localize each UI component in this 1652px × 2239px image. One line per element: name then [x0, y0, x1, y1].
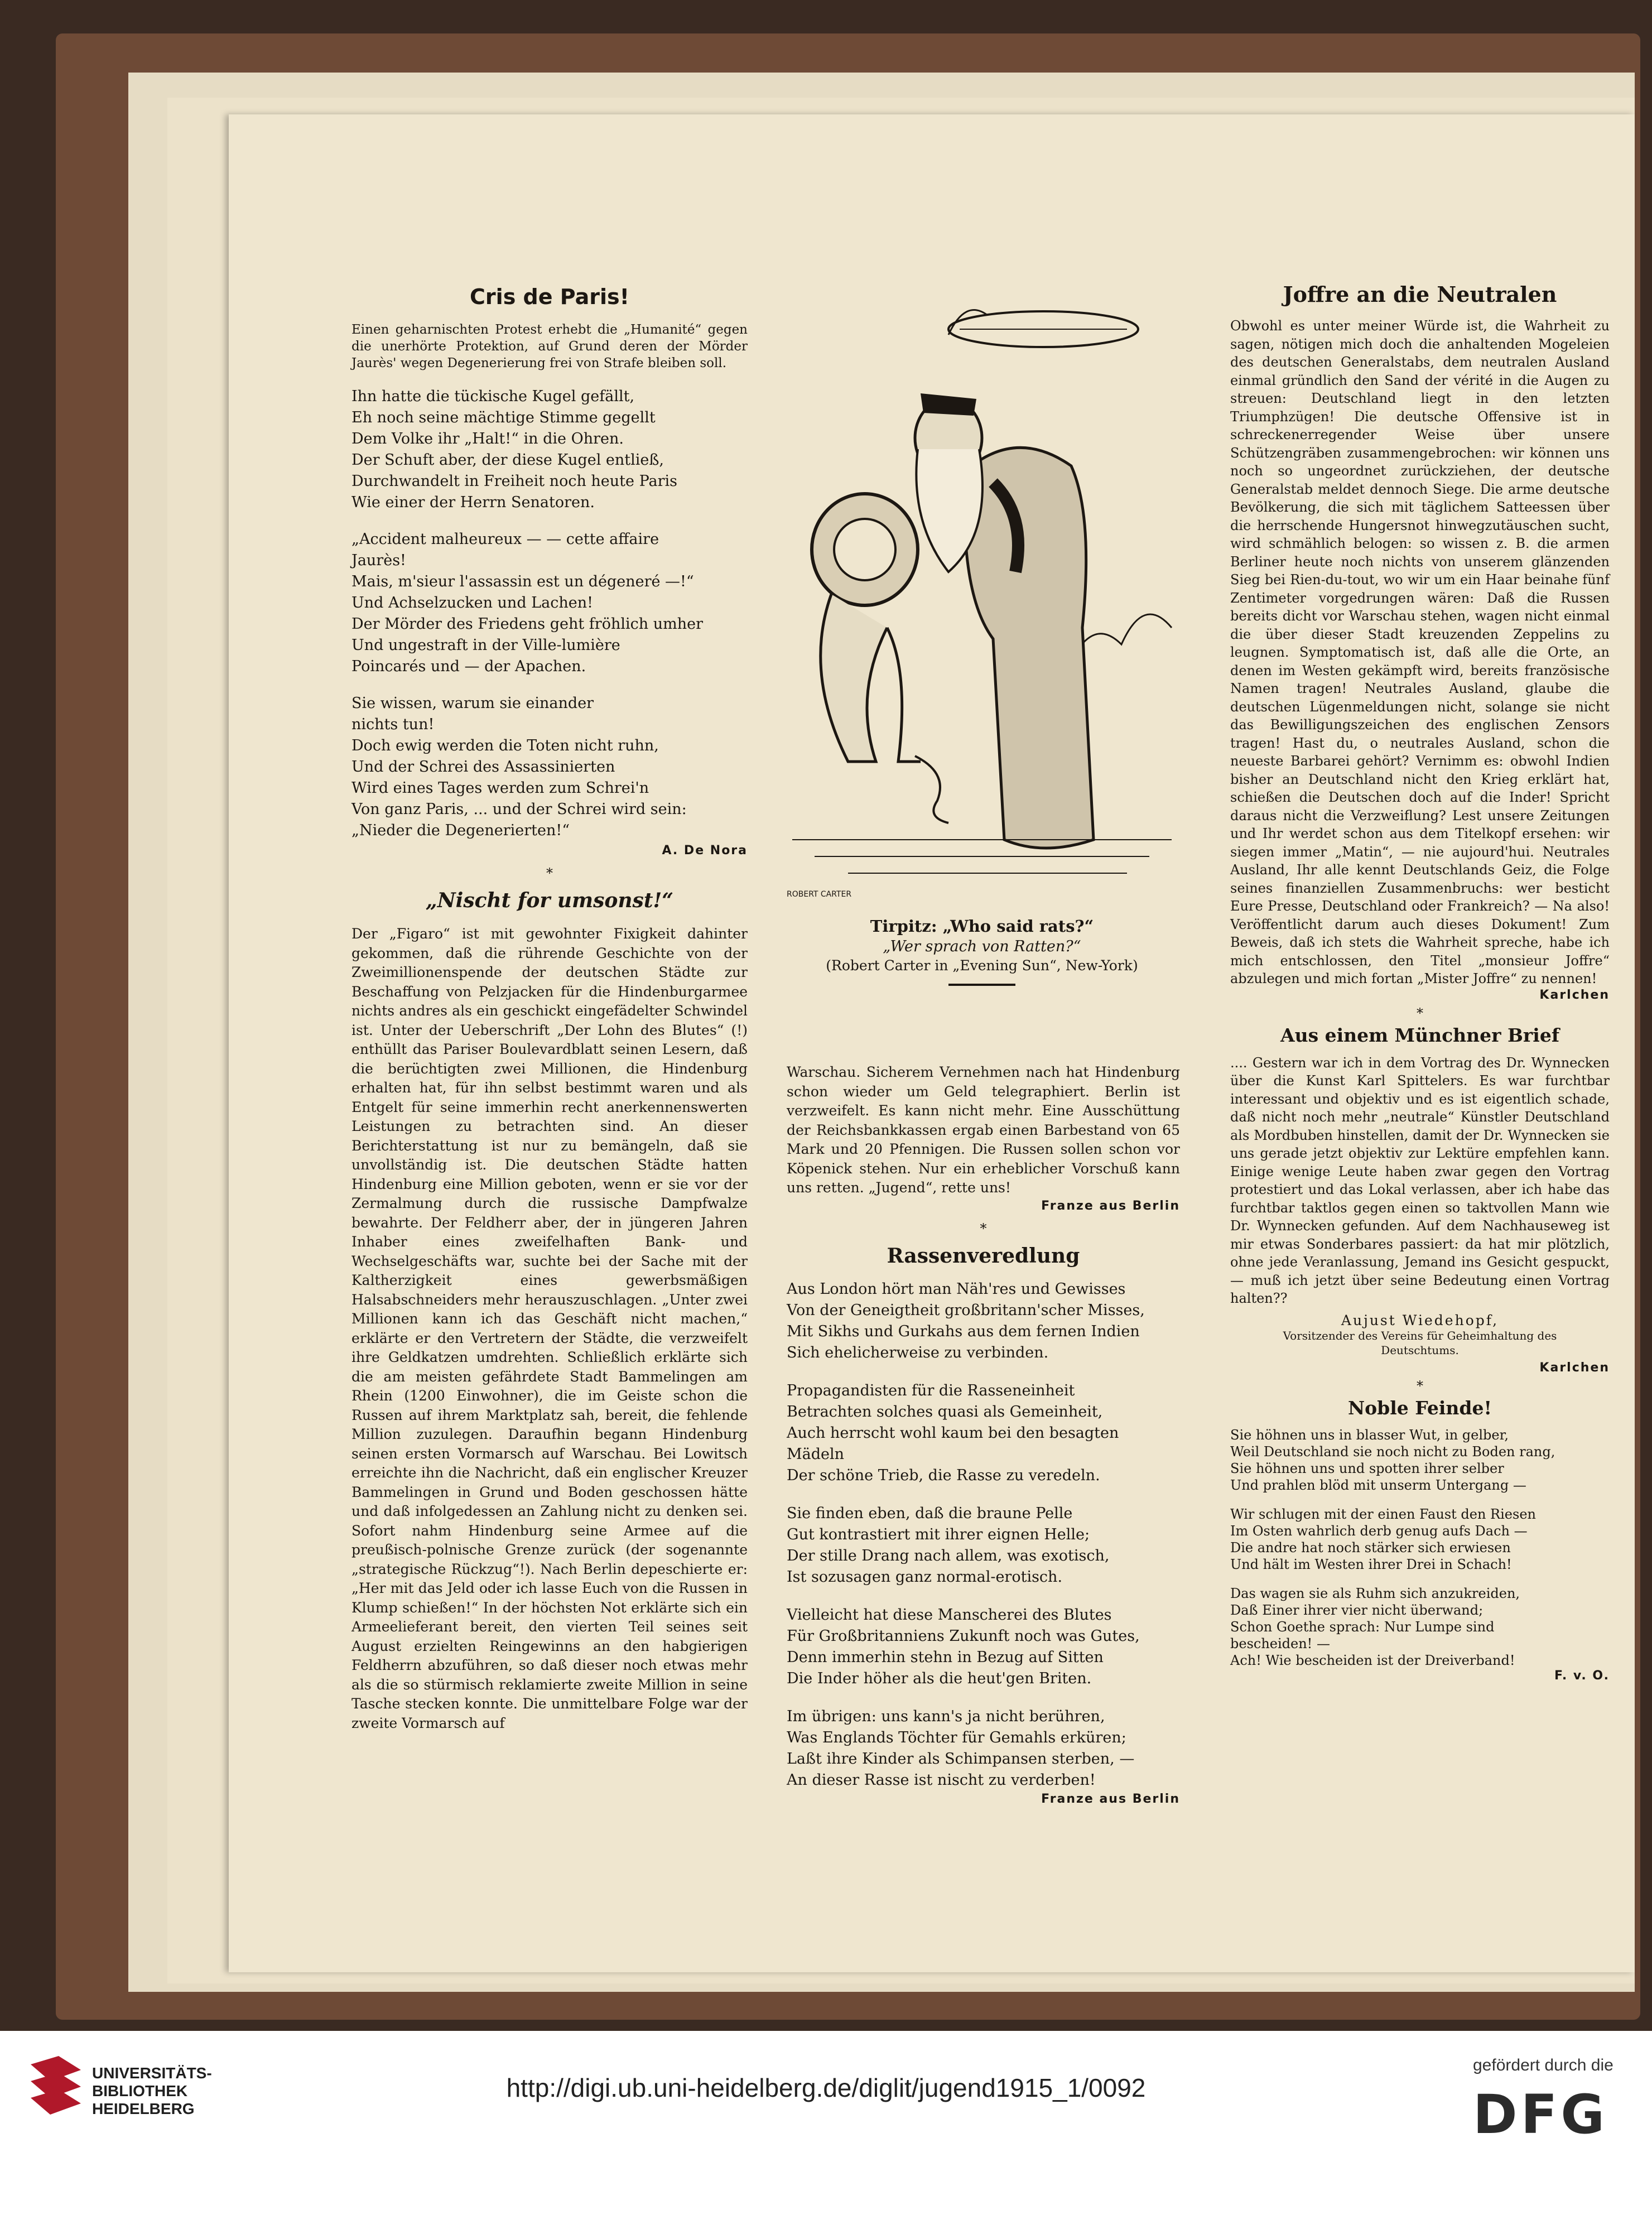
signature: A. De Nora	[662, 844, 748, 858]
signature: Franze aus Berlin	[1041, 1198, 1180, 1213]
poem-stanza: Propagandisten für die Rasseneinheit Betrachten solches quasi als Gemeinheit, Auch herrscht wohl kaum bei den besagten Mädeln Der schöne Trieb, die Rasse zu veredeln.	[787, 1381, 1119, 1484]
letter-author-role: Vorsitzender des Vereins für Geheimhaltung des Deutschtums.	[1283, 1328, 1557, 1357]
digitization-footer	[0, 2031, 1652, 2239]
article-body: Obwohl es unter meiner Würde ist, die Wahrheit zu sagen, nötigen mich doch die anhaltenden Mogeleien des deutschen Generalstabs, dem neutralen Ausland einmal gründlich den Sand der vérité in die Augen zu streuen: Deutschland liegt in den letzten Triumphzügen! Die deutsche Offensive ist in schreckenerregender Weise über unsere Schützengräben zusammengebrochen: wir können uns noch so ungeordnet zurückziehen, der deutsche Generalstab meldet dennoch Siege. Die arme deutsche Bevölkerung, die sich mit täglichem Satteessen über die herrschende Hungersnot hinwegzutäuschen sucht, wird schmählich belogen: so wissen z. B. die armen Berliner heute noch nichts von unserem glänzenden Sieg bei Rien-du-tout, wo wir um ein Haar beinahe fünf Zentimeter vorgedrungen wären: Daß die Russen bereits dicht vor Warschau stehen, wagen nicht einmal die über dieser Stadt kreuzenden Zeppelins zu leugnen. Symptomatisch ist, daß alle die Orte, an denen im Westen gekämpft wird, bereits französische Namen tragen! Neutrales Ausland, glaube die deutschen Lügenmeldungen nicht, solange sie nicht das Bewilligungszeichen des englischen Zensors tragen! Hast du, o neutrales Ausland, schon die neueste Barbarei gehört? Vernimm es: obwohl Indien bisher an Deutschland nicht den Krieg erklärt hat, schießen die Deutschen doch auf die Inder! Spricht daraus nicht die Verzweiflung? Lest unsere Zeitungen und Ihr werdet schon aus dem Titelkopf ersehen: wir siegen immer „Matin“, — nie aujourd'hui. Neutrales Ausland, Ihr alle kennt Deutschlands Geiz, die Folge seines finanziellen Zusammenbruchs: wer besticht Eure Presse, Deutschland oder Frankreich? — Na also! Veröffentlicht darum auch dieses Dokument! Zum Beweis, daß ich stets die Wahrheit spreche, habe ich mich entschlossen, den Titel „monsieur Joffre“ abzulegen und mich fortan „Mister Joffre“ zu nennen!	[1230, 318, 1610, 986]
magazine-page	[229, 114, 1635, 1972]
poem-stanza: Wir schlugen mit der einen Faust den Riesen Im Osten wahrlich derb genug aufs Dach — Die andre hat noch stärker sich erwiesen Und hält im Westen ihrer Drei in Schach!	[1230, 1506, 1536, 1572]
cartoon-caption: Tirpitz: „Who said rats?“	[870, 917, 1094, 936]
left-column	[351, 285, 748, 1733]
permalink-url[interactable]: http://digi.ub.uni-heidelberg.de/diglit/jugend1915_1/0092	[506, 2073, 1146, 2102]
signature: F. v. O.	[1554, 1668, 1610, 1683]
poem-stanza: Ihn hatte die tückische Kugel gefällt, Eh noch seine mächtige Stimme gegellt Dem Volke ihr „Halt!“ in die Ohren. Der Schuft aber, der diese Kugel entließ, Durchwandelt in Freiheit noch heute Paris Wie einer der Herrn Senatoren.	[351, 388, 678, 511]
article-title: Aus einem Münchner Brief	[1280, 1024, 1560, 1046]
dfg-logo	[1473, 2084, 1629, 2145]
center-column-lower	[787, 1063, 1180, 1806]
divider-rule	[948, 984, 1015, 986]
signature: Karlchen	[1539, 988, 1610, 1002]
poem-stanza: Aus London hört man Näh'res und Gewisses Von der Geneigtheit großbritann'scher Misses, Mit Sikhs und Gurkahs aus dem fernen Indien Sich ehelicherweise zu verbinden.	[787, 1280, 1145, 1361]
library-name: UNIVERSITÄTS- BIBLIOTHEK HEIDELBERG	[92, 2064, 212, 2117]
separator-star: *	[980, 1220, 987, 1236]
poem-stanza: Sie finden eben, daß die braune Pelle Gut kontrastiert mit ihrer eignen Helle; Der stille Drang nach allem, was exotisch, Ist sozusagen ganz normal-erotisch.	[787, 1504, 1110, 1586]
separator-star: *	[546, 865, 553, 881]
poem-stanza: Das wagen sie als Ruhm sich anzukreiden, Daß Einer ihrer vier nicht überwand; Schon Goethe sprach: Nur Lumpe sind bescheiden! — Ach! Wie bescheiden ist der Dreiverband!	[1230, 1585, 1520, 1668]
poem-stanza: Sie höhnen uns in blasser Wut, in gelber, Weil Deutschland sie noch nicht zu Boden rang, Sie höhnen uns und spotten ihrer selber Und prahlen blöd mit unserm Untergang —	[1230, 1427, 1555, 1493]
signature: Franze aus Berlin	[1041, 1792, 1180, 1806]
poem-stanza: Im übrigen: uns kann's ja nicht berühren, Was Englands Töchter für Gemahls erküren; Laßt ihre Kinder als Schimpansen sterben, — An dieser Rasse ist nischt zu verderben!	[787, 1707, 1135, 1789]
artist-signature: ROBERT CARTER	[787, 890, 852, 899]
article-body: .... Gestern war ich in dem Vortrag des Dr. Wynnecken über die Kunst Karl Spittelers. Es war furchtbar interessant und objektiv und es ist eigentlich schade, daß nicht noch mehr „neutrale“ Künstler Deutschland als Mordbuben hinstellen, damit der Dr. Wynnecken sie uns gerade jetzt objektiv zur Lektüre empfehlen kann. Einige wenige Leute haben zwar gegen den Vortrag protestiert und das Lokal verlassen, aber ich habe das furchtbar taktlos gegen einen so taktvollen Mann wie Dr. Wynnecken gefunden. Auf dem Nachhauseweg ist mir etwas Sonderbares passiert: da hat mir plötzlich, ohne jede Veranlassung, Jemand ins Gesicht gespuckt, — muß ich jetzt über seine Bedeutung einen Vortrag halten??	[1230, 1055, 1610, 1306]
caption-translation: „Wer sprach von Ratten?“	[883, 938, 1081, 955]
article-title: Noble Feinde!	[1348, 1397, 1492, 1419]
dfg-logo-text: DFG	[1473, 2083, 1608, 2146]
poem-stanza: Vielleicht hat diese Manscherei des Blutes Für Großbritanniens Zukunft noch was Gutes, Denn immerhin stehn in Bezug auf Sitten Die Inder höher als die heut'gen Briten.	[787, 1606, 1140, 1687]
poem-stanza: „Accident malheureux — — cette affaire Jaurès! Mais, m'sieur l'assassin est un dégeneré —!“ Und Achselzucken und Lachen! Der Mörder des Friedens geht fröhlich umher Und ungestraft in der Ville-lumière Poincarés und — der Apachen.	[351, 531, 703, 675]
article-title: Joffre an die Neutralen	[1283, 282, 1557, 307]
article-title: „Nischt for umsonst!“	[426, 889, 673, 912]
poem-stanza: Sie wissen, warum sie einander nichts tun! Doch ewig werden die Toten nicht ruhn, Und der Schrei des Assassinierten Wird eines Tages werden zum Schrei'n Von ganz Paris, ... und der Schrei wird sein: „Nieder die Degenerierten!“	[351, 695, 687, 839]
letter-author: Aujust Wiedehopf,	[1341, 1312, 1499, 1328]
separator-star: *	[1417, 1005, 1423, 1021]
article-title: Rassenveredlung	[887, 1244, 1080, 1268]
article-title: Cris de Paris!	[470, 285, 629, 309]
caption-source: (Robert Carter in „Evening Sun“, New-York)	[826, 957, 1138, 974]
funder-label: gefördert durch die	[1473, 2056, 1614, 2074]
article-intro: Einen geharnischten Protest erhebt die „Humanité“ gegen die unerhörte Protektion, auf Grund deren der Mörder Jaurès' wegen Degenerierung frei von Strafe bleiben soll.	[351, 322, 748, 370]
signature: Karlchen	[1539, 1360, 1610, 1375]
right-column	[1230, 282, 1610, 1683]
article-continuation: Warschau. Sicherem Vernehmen nach hat Hindenburg schon wieder um Geld telegraphiert. Berlin ist verzweifelt. Es kann nicht mehr. Eine Ausschüttung der Reichsbankkassen ergab einen Barbestand von 65 Mark und 20 Pfennigen. Die Russen sollen schon vor Köpenick stehen. Nur ein erheblicher Vorschuß kann uns retten. „Jugend“, rette uns!	[787, 1064, 1180, 1196]
article-body: Der „Figaro“ ist mit gewohnter Fixigkeit dahinter gekommen, daß die rührende Geschichte von der Zweimillionenspende der deutschen Städte zur Beschaffung von Pelzjacken für die Hindenburgarmee nichts andres als ein geschickt eingefädelter Schwindel ist. Unter der Ueberschrift „Der Lohn des Blutes“ (!) enthüllt das Pariser Boulevardblatt seinen Lesern, daß die berüchtigten zwei Millionen, die Hindenburg erhalten hat, für ihn selbst bestimmt waren und als Entgelt für seine immerhin recht anerkennenswerten Leistungen zu betrachten sind. An dieser Berichterstattung ist nur zu bemängeln, daß sie unvollständig ist. Die deutschen Städte hatten Hindenburg eine Million geboten, wenn er sie vor der Zermalmung durch die russische Dampfwalze bewahrte. Der Feldherr aber, der in jüngeren Jahren Inhaber eines zweifelhaften Bank- und Wechselgeschäfts war, suchte bei der Sache mit der Kaltherzigkeit eines gewerbsmäßigen Halsabschneiders mehr herauszuschlagen. „Unter zwei Millionen kann ich das Geschäft nicht machen,“ erklärte er den Vertretern der Städte, die verzweifelt ihre Geldkatzen umdrehten. Schließlich erklärte sich die am meisten gefährdete Stadt Bammelingen am Rhein (1200 Einwohner), die im Geiste schon die Russen auf ihrem Marktplatz sah, bereit, die fehlende Million zuzulegen. Daraufhin begann Hindenburg seinen ersten Vormarsch auf Warschau. Bei Lowitsch erreichte ihn die Nachricht, daß ein englischer Kreuzer Bammelingen in Grund und Boden geschossen hätte und daß infolgedessen an Zahlung nicht zu denken sei. Sofort nahm Hindenburg seine Armee auf die preußisch-polnische Grenze zurück (der sogenannte „strategische Rückzug“!). Nach Berlin depeschierte er: „Her mit das Jeld oder ich lasse Euch von die Russen in Klump schießen!“ In der höchsten Not erklärte sich ein Armeelieferant bereit, den vierten Teil seines seit August erzielten Reingewinns an den habgierigen Feldherrn abzuführen, so daß dieser noch etwas mehr als die so stürmisch reklamierte zweite Million in seine Tasche stecken konnte. Die unmittelbare Folge war der zweite Vormarsch auf	[351, 926, 748, 1731]
separator-star: *	[1417, 1378, 1423, 1394]
cartoon-illustration	[781, 282, 1183, 907]
center-column	[781, 282, 1183, 996]
